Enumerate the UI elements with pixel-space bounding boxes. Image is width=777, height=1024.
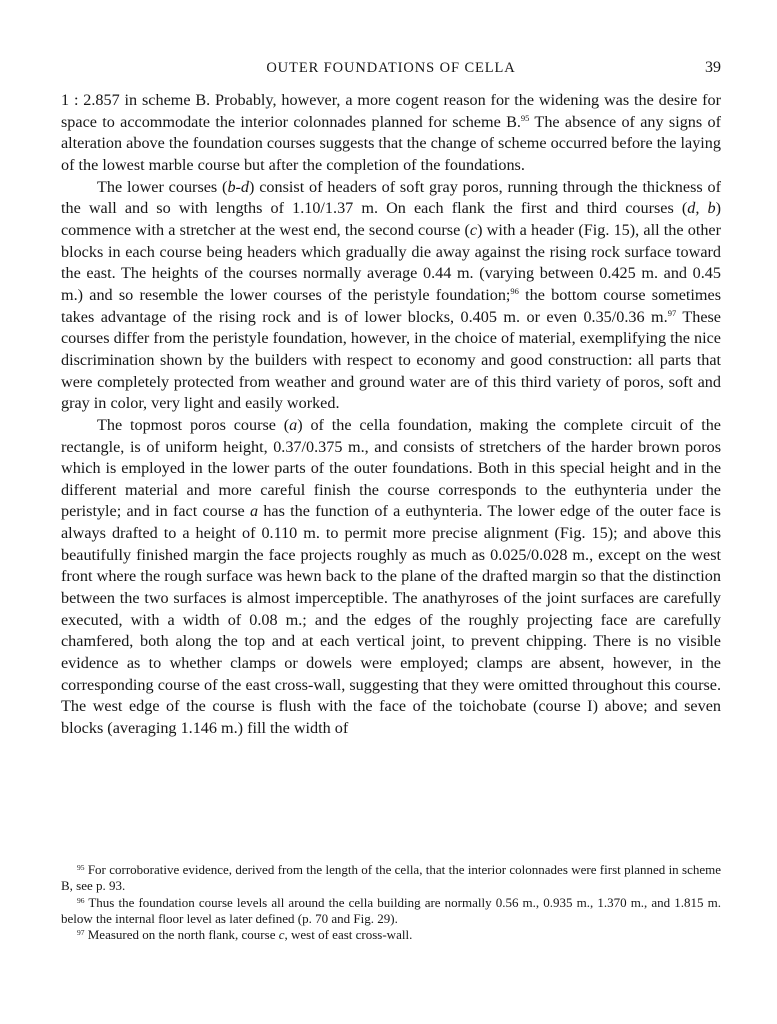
paragraph-1 [61,90,721,177]
text-run: Thus the foundation course levels all around the cella building are normally 0.56 m., 0.935 m., 1.370 m., and 1.815 m. below the internal floor level as later defined (p. 70 and Fig. 29). [61,894,721,926]
footnote-ref: 96 [510,285,519,296]
text-run: the bottom course sometimes takes advantage of the rising rock and is of lower blocks, 0.405 m. or even 0.35/0.36 m. [61,285,722,326]
footnote-ref: 95 [77,863,85,872]
page-number: 39 [705,59,721,76]
footnote-ref: 97 [77,928,85,938]
text-run: ) consist of headers of soft gray poros, running through the thickness of the wall and so with lengths of 1.10/1.37 m. On each flank the first and third courses ( [61,177,721,218]
text-run: Measured on the north flank, course [84,927,279,943]
footnote-ref: 95 [520,112,530,123]
paragraph-2 [61,177,721,415]
italic-term: a [249,502,259,521]
footnote-97 [61,927,721,943]
footnote-ref: 97 [667,307,677,318]
text-run: 1 : 2.857 in scheme B. Probably, however, a more cogent reason for the widening was the desire for space to accommodate the interior colonnades planned for scheme B. [61,91,721,131]
text-run: ) with a header (Fig. 15), all the other blocks in each course being headers which gradually die away against the rising rock surface toward the east. The heights of the courses normally average 0.44 m. (varying between 0.425 m. and 0.45 m.) and so resemble the lower courses of the peristyle foundation; [61,220,721,304]
footnotes [61,862,721,943]
footnote-95 [61,862,721,895]
text-run: For corroborative evidence, derived from the length of the cella, that the interior colonnades were first planned in scheme B, see p. 93. [61,862,721,894]
footnote-ref: 96 [77,895,85,905]
italic-term: c [469,220,478,239]
text-run: The absence of any signs of alteration above the foundation courses suggests that the change of scheme occurred before the laying of the lowest marble course but after the completion of the foundations. [61,112,721,174]
paragraph-3 [61,415,721,740]
text-run: has the function of a euthynteria. The lower edge of the outer face is always drafted to a height of 0.110 m. to permit more precise alignment (Fig. 15); and above this beautifully finished margin the face projects roughly as much as 0.025/0.028 m., except on the west front where the rough surface was hewn back to the plane of the drafted margin so that the distinction between the two surfaces is almost imperceptible. The anathyroses of the joint surfaces are carefully executed, with a width of 0.08 m.; and the edges of the roughly projecting face are carefully chamfered, both along the top and at each vertical joint, to prevent chipping. There is no visible evidence as to whether clamps or dowels were employed; clamps are absent, however, in the corresponding course of the east cross-wall, suggesting that they were omitted throughout this course. The west edge of the course is flush with the face of the toichobate (course I) above; and seven blocks (averaging 1.146 m.) fill the width of [61,502,721,738]
text-run: ) commence with a stretcher at the west end, the second course ( [61,199,722,239]
text-run: The topmost poros course ( [97,415,290,434]
running-head: OUTER FOUNDATIONS OF CELLA [266,60,516,76]
italic-term: b-d [227,177,250,196]
italic-term: d, b [687,199,716,218]
text-run: The lower courses ( [97,177,228,196]
text-run: These courses differ from the peristyle foundation, however, in the choice of material, exemplifying the nice discrimination shown by the builders with respect to economy and good construction: all parts that were completely protected from weather and ground water are of this third variety of poros, soft and gray in color, very light and easily worked. [61,307,721,413]
text-run: , west of east cross-wall. [284,927,413,943]
italic-term: c [278,927,285,943]
page-header [61,60,721,82]
text-run: ) of the cella foundation, making the complete circuit of the rectangle, is of uniform height, 0.37/0.375 m., and consists of stretchers of the harder brown poros which is employed in the lower parts of the outer foundations. Both in this special height and in the different material and more careful finish the course corresponds to the euthynteria under the peristyle; and in fact course [61,415,721,521]
italic-term: a [289,415,298,434]
body-text [61,90,721,740]
footnote-96 [61,895,721,928]
